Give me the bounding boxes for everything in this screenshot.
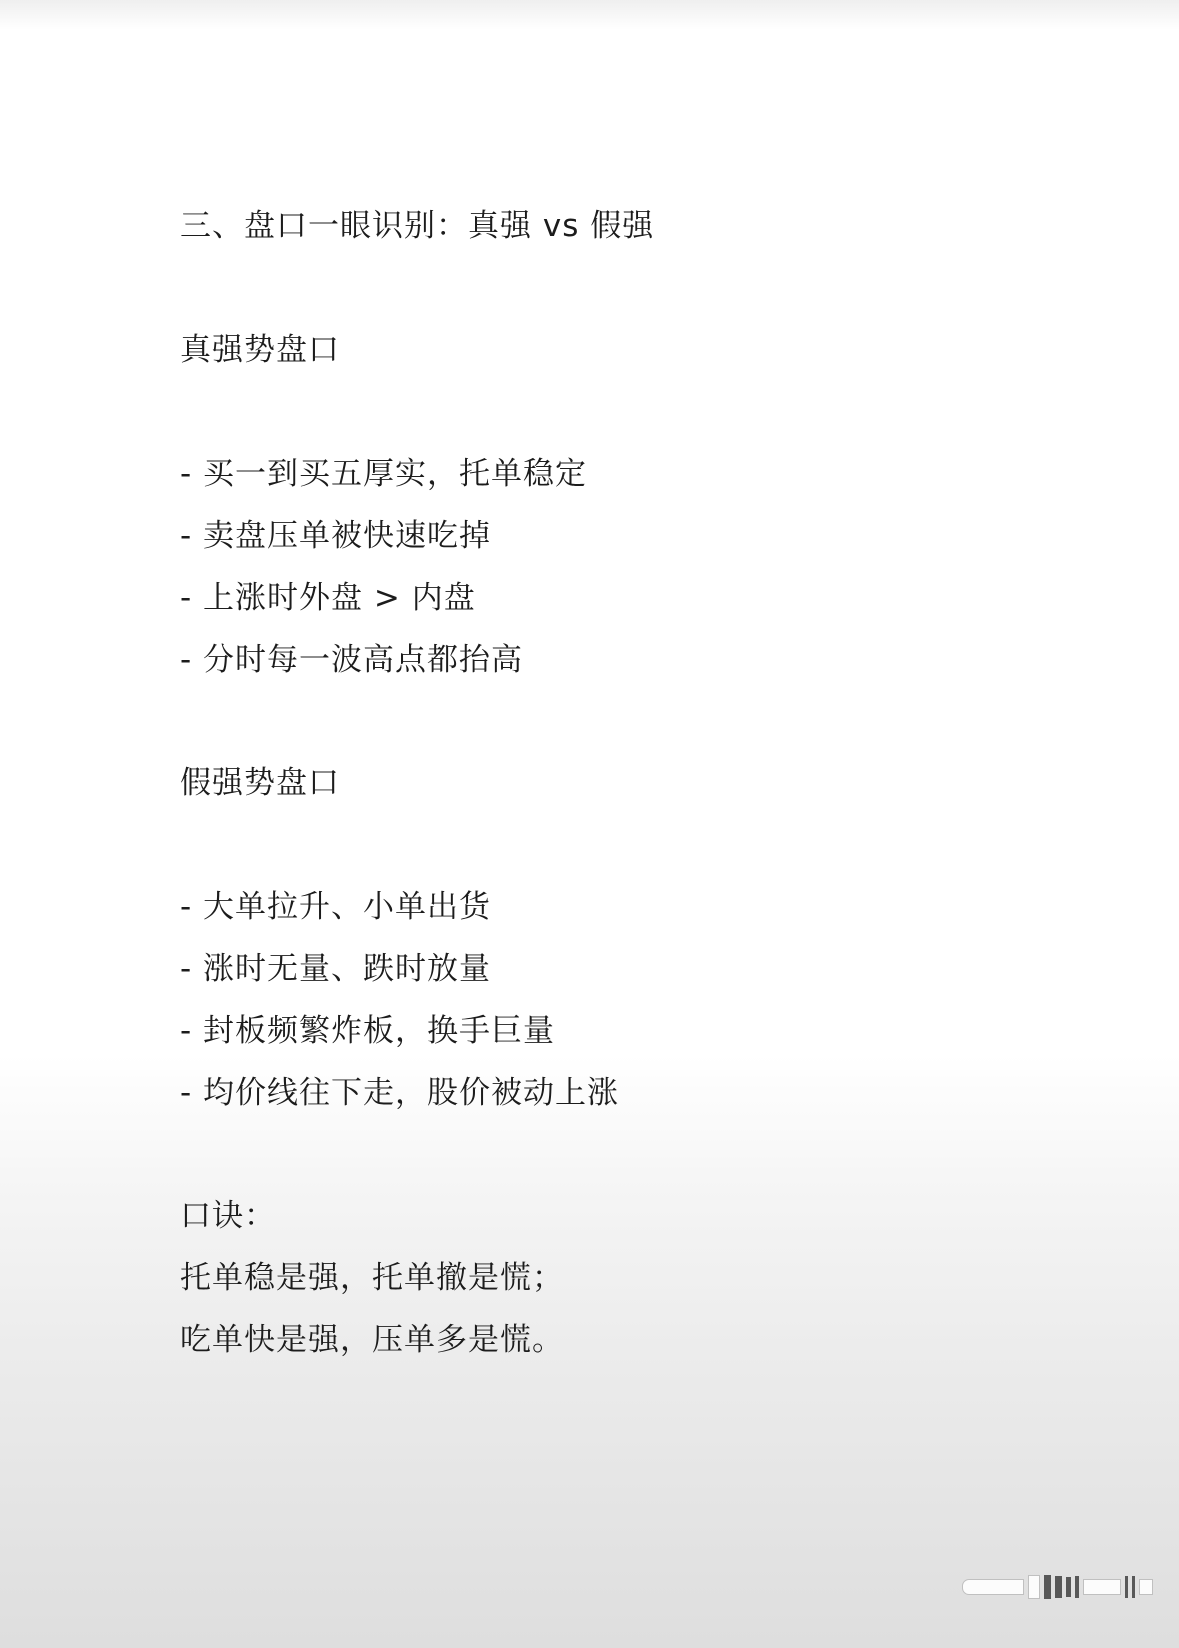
list-item: - 上涨时外盘 > 内盘 xyxy=(180,580,476,616)
list-item: - 大单拉升、小单出货 xyxy=(180,889,492,925)
list-item: - 涨时无量、跌时放量 xyxy=(180,951,492,987)
list-item: - 封板频繁炸板，换手巨量 xyxy=(180,1013,556,1049)
mnemonic-label: 口诀： xyxy=(180,1198,276,1234)
list-item: - 均价线往下走，股价被动上涨 xyxy=(180,1075,620,1111)
list-item: - 分时每一波高点都抬高 xyxy=(180,642,524,678)
section-heading-true-strong: 真强势盘口 xyxy=(180,332,340,368)
document-title: 三、盘口一眼识别：真强 vs 假强 xyxy=(180,208,655,244)
mnemonic-line: 吃单快是强，压单多是慌。 xyxy=(180,1322,564,1358)
top-shade xyxy=(0,0,1179,30)
list-item: - 卖盘压单被快速吃掉 xyxy=(180,518,492,554)
section-heading-false-strong: 假强势盘口 xyxy=(180,765,340,801)
watermark-logo xyxy=(962,1572,1153,1602)
list-item: - 买一到买五厚实，托单稳定 xyxy=(180,456,588,492)
mnemonic-line: 托单稳是强，托单撤是慌； xyxy=(180,1260,564,1296)
